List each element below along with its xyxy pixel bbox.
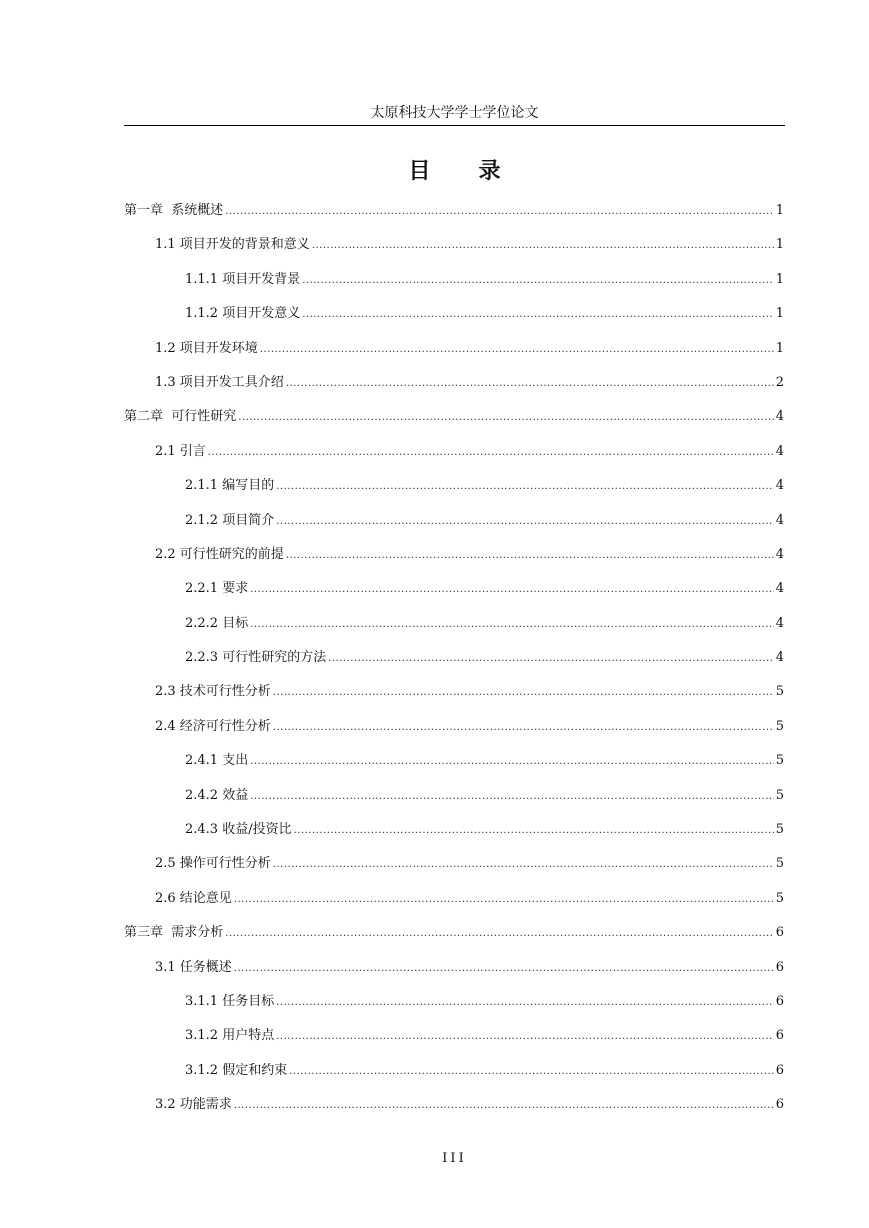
toc-entry[interactable] xyxy=(124,1061,784,1095)
toc-leader-dots xyxy=(250,787,774,807)
toc-entry-page: 4 xyxy=(775,581,784,597)
toc-entry-page: 6 xyxy=(775,1028,784,1044)
toc-leader-dots xyxy=(302,305,774,325)
toc-entry-label: 3.1.2 用户特点 xyxy=(185,1028,275,1044)
toc-entry-label: 1.1.2 项目开发意义 xyxy=(185,306,301,322)
toc-entry-label: 第一章 系统概述 xyxy=(124,203,224,218)
toc-entry[interactable] xyxy=(124,992,784,1026)
toc-entry-label: 2.4 经济可行性分析 xyxy=(155,718,271,734)
toc-entry[interactable] xyxy=(124,407,784,441)
toc-entry-page: 4 xyxy=(775,546,784,562)
toc-entry-page: 6 xyxy=(775,993,784,1009)
header-title: 太原科技大学学士学位论文 xyxy=(370,105,539,121)
toc-entry-label: 2.4.2 效益 xyxy=(185,787,249,803)
toc-entry-label: 第二章 可行性研究 xyxy=(124,409,237,425)
toc-entry[interactable] xyxy=(124,820,784,854)
toc-entry-label: 2.1.1 编写目的 xyxy=(185,478,275,494)
toc-entry-page: 2 xyxy=(775,374,784,390)
toc-entry[interactable] xyxy=(124,304,784,338)
toc-entry-page: 6 xyxy=(775,959,784,975)
toc-leader-dots xyxy=(276,512,774,532)
toc-leader-dots xyxy=(276,993,774,1013)
toc-entry[interactable] xyxy=(124,751,784,785)
toc-entry[interactable] xyxy=(124,511,784,545)
toc-entry-label: 1.1 项目开发的背景和意义 xyxy=(155,237,310,253)
toc-entry-page: 4 xyxy=(775,650,784,666)
toc-entry-page: 1 xyxy=(775,306,784,322)
toc-entry-label: 2.5 操作可行性分析 xyxy=(155,856,271,872)
toc-entry[interactable] xyxy=(124,442,784,476)
toc-entry-label: 3.1 任务概述 xyxy=(155,959,232,975)
toc-entry-label: 2.1.2 项目简介 xyxy=(185,512,275,528)
toc-entry-page: 4 xyxy=(775,409,784,425)
toc-entry[interactable] xyxy=(124,476,784,510)
toc-entry-page: 5 xyxy=(775,890,784,906)
toc-leader-dots xyxy=(225,924,773,944)
toc-entry-label: 2.2 可行性研究的前提 xyxy=(155,546,284,562)
toc-leader-dots xyxy=(208,443,774,463)
toc-entry-page: 6 xyxy=(775,1097,784,1113)
toc-leader-dots xyxy=(276,1027,774,1047)
toc-entry[interactable] xyxy=(124,614,784,648)
toc-leader-dots xyxy=(328,649,774,669)
toc-entry-label: 3.1.1 任务目标 xyxy=(185,993,275,1009)
toc-entry-label: 1.1.1 项目开发背景 xyxy=(185,271,301,287)
toc-entry[interactable] xyxy=(124,854,784,888)
toc-leader-dots xyxy=(250,580,774,600)
toc-entry-page: 4 xyxy=(775,478,784,494)
toc-leader-dots xyxy=(286,374,774,394)
toc-entry-label: 3.2 功能需求 xyxy=(155,1097,232,1113)
toc-entry-page: 5 xyxy=(775,684,784,700)
toc-entry-page: 1 xyxy=(775,271,784,287)
toc-entry[interactable] xyxy=(124,201,784,235)
toc-entry[interactable] xyxy=(124,786,784,820)
toc-entry[interactable] xyxy=(124,682,784,716)
toc-entry[interactable] xyxy=(124,545,784,579)
toc-entry-page: 6 xyxy=(775,1062,784,1078)
toc-leader-dots xyxy=(250,615,774,635)
toc-leader-dots xyxy=(302,271,774,291)
toc-leader-dots xyxy=(238,408,773,428)
toc-entry-label: 3.1.2 假定和约束 xyxy=(185,1062,288,1078)
toc-entry[interactable] xyxy=(124,373,784,407)
toc-entry[interactable] xyxy=(124,1095,784,1129)
toc-entry[interactable] xyxy=(124,270,784,304)
toc-title: 目录 xyxy=(408,159,549,184)
toc-entry[interactable] xyxy=(124,1026,784,1060)
toc-leader-dots xyxy=(273,855,774,875)
toc-leader-dots xyxy=(225,202,773,222)
toc-entry[interactable] xyxy=(124,648,784,682)
toc-leader-dots xyxy=(294,821,774,841)
toc-entry-page: 4 xyxy=(775,443,784,459)
toc-entry-page: 1 xyxy=(775,237,784,253)
toc-entry-label: 2.2.2 目标 xyxy=(185,615,249,631)
toc-entry-label: 2.3 技术可行性分析 xyxy=(155,684,271,700)
toc-entry[interactable] xyxy=(124,579,784,613)
toc-leader-dots xyxy=(273,683,774,703)
toc-leader-dots xyxy=(273,718,774,738)
toc-entry-page: 1 xyxy=(775,340,784,356)
toc-entry[interactable] xyxy=(124,889,784,923)
toc-entry-label: 第三章 需求分析 xyxy=(124,925,224,941)
toc-entry[interactable] xyxy=(124,339,784,373)
toc-leader-dots xyxy=(250,752,774,772)
toc-entry[interactable] xyxy=(124,923,784,957)
toc-leader-dots xyxy=(234,890,774,910)
toc-entry-label: 2.1 引言 xyxy=(155,443,206,459)
toc-entry-label: 2.4.3 收益/投资比 xyxy=(185,822,292,838)
toc-entry-label: 2.2.1 要求 xyxy=(185,581,249,597)
toc-entry-page: 5 xyxy=(775,753,784,769)
footer-page-number: III xyxy=(442,1151,467,1166)
table-of-contents xyxy=(124,201,784,1130)
toc-entry-label: 2.6 结论意见 xyxy=(155,890,232,906)
toc-entry-page: 4 xyxy=(775,512,784,528)
toc-entry-label: 1.2 项目开发环境 xyxy=(155,340,258,356)
toc-entry-page: 5 xyxy=(775,822,784,838)
toc-entry-page: 5 xyxy=(775,718,784,734)
toc-entry[interactable] xyxy=(124,235,784,269)
toc-entry-page: 5 xyxy=(775,787,784,803)
toc-entry-label: 2.2.3 可行性研究的方法 xyxy=(185,650,327,666)
toc-leader-dots xyxy=(312,236,774,256)
toc-leader-dots xyxy=(260,340,774,360)
toc-entry-label: 1.3 项目开发工具介绍 xyxy=(155,374,284,390)
toc-leader-dots xyxy=(234,959,774,979)
toc-leader-dots xyxy=(286,546,774,566)
toc-entry[interactable] xyxy=(124,958,784,992)
toc-entry-label: 2.4.1 支出 xyxy=(185,753,249,769)
toc-entry-page: 6 xyxy=(775,925,784,941)
toc-leader-dots xyxy=(276,477,774,497)
toc-entry-page: 4 xyxy=(775,615,784,631)
toc-leader-dots xyxy=(289,1062,774,1082)
toc-entry-page: 5 xyxy=(775,856,784,872)
toc-leader-dots xyxy=(234,1096,774,1116)
toc-entry[interactable] xyxy=(124,717,784,751)
toc-entry-page: 1 xyxy=(775,203,784,218)
header-divider xyxy=(124,125,785,126)
